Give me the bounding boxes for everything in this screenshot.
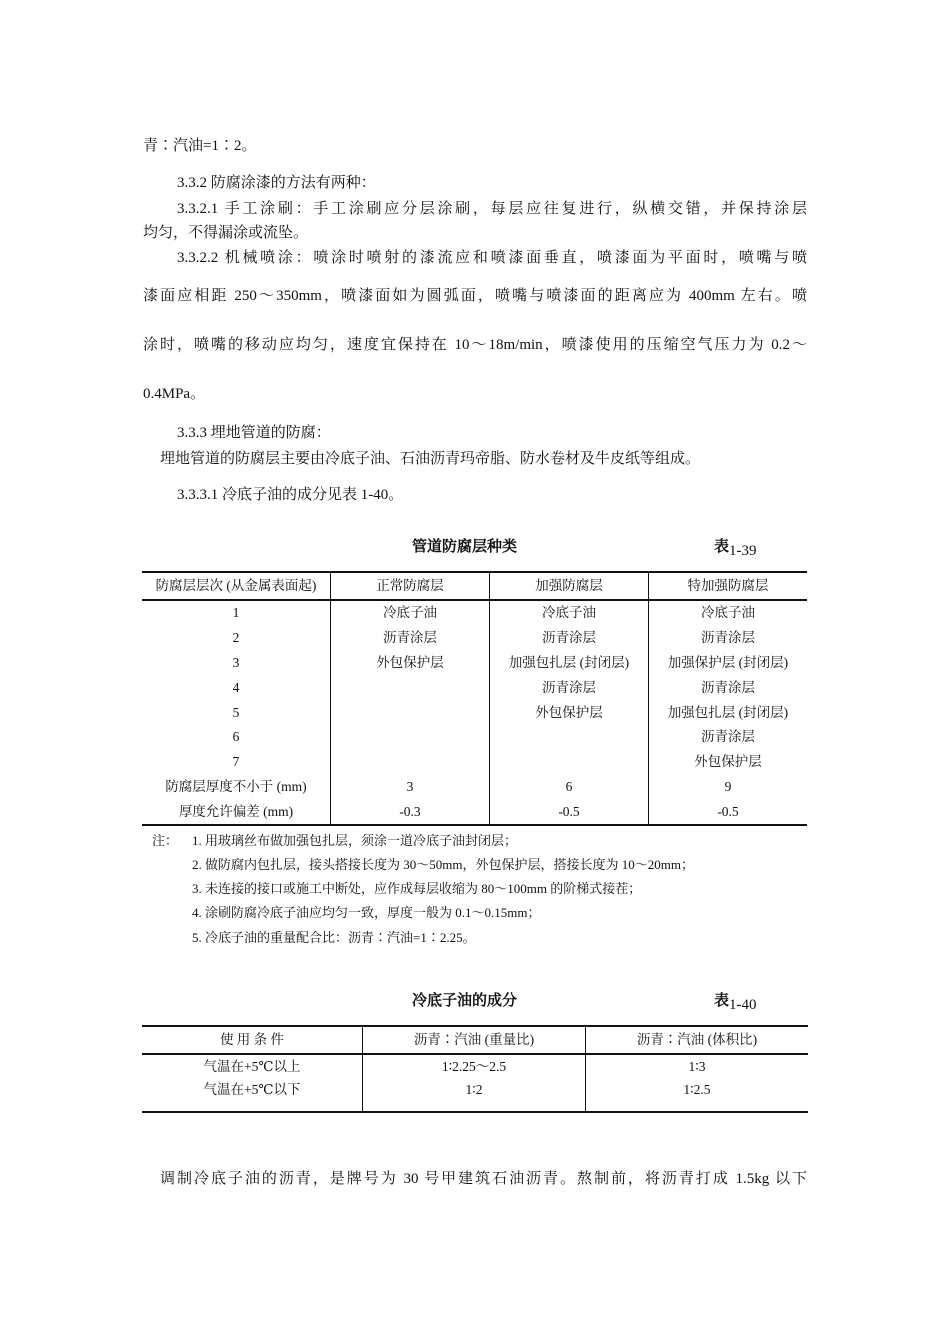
table1-cell bbox=[331, 750, 490, 775]
paragraph-asphalt-preparation: 调制冷底子油的沥青，是牌号为 30 号甲建筑石油沥青。熬制前，将沥青打成 1.5kg 以下 bbox=[160, 1171, 807, 1187]
table2-header-cell: 沥青∶汽油 (重量比) bbox=[363, 1026, 586, 1054]
table1-cell: 沥青涂层 bbox=[490, 675, 649, 700]
table1-row bbox=[142, 626, 807, 651]
paragraph-3-3-2-1-line1: 3.3.2.1 手工涂刷：手工涂刷应分层涂刷，每层应往复进行，纵横交错，并保持涂层 bbox=[177, 201, 807, 217]
table1-header-cell: 特加强防腐层 bbox=[649, 572, 808, 600]
table2-cell: 气温在+5℃以下 bbox=[203, 1081, 301, 1097]
table1-caption: 管道防腐层种类 bbox=[412, 538, 518, 555]
table1-row bbox=[142, 675, 807, 700]
table1-note: 4. 涂刷防腐冷底子油应均匀一致，厚度一般为 0.1～0.15mm； bbox=[192, 905, 541, 920]
paragraph-3-3-3-1: 3.3.3.1 冷底子油的成分见表 1-40。 bbox=[177, 487, 404, 503]
table1-header-cell: 防腐层层次 (从金属表面起) bbox=[142, 572, 331, 600]
table1-notes-label: 注： bbox=[152, 833, 179, 848]
table1-cell: 冷底子油 bbox=[490, 600, 649, 626]
table1-note: 2. 做防腐内包扎层，接头搭接长度为 30～50mm，外包保护层，搭接长度为 10～20mm； bbox=[192, 857, 694, 872]
table1-cell: 沥青涂层 bbox=[649, 675, 808, 700]
table1-cell: -0.5 bbox=[649, 799, 808, 825]
table1-row bbox=[142, 799, 807, 825]
table1-cell: 3 bbox=[232, 654, 240, 670]
paragraph-buried-pipe: 埋地管道的防腐层主要由冷底子油、石油沥青玛帝脂、防水卷材及牛皮纸等组成。 bbox=[160, 451, 701, 467]
table1-row bbox=[142, 725, 807, 750]
table1-header-cell: 正常防腐层 bbox=[331, 572, 490, 600]
table2-number-value: 1-40 bbox=[729, 997, 757, 1013]
table2-cell: 1∶2.5 bbox=[586, 1080, 809, 1112]
table2-cell: 气温在+5℃以上 bbox=[203, 1059, 301, 1075]
table1-cell: 加强包扎层 (封闭层) bbox=[649, 700, 808, 725]
table1-cell bbox=[331, 725, 490, 750]
table2-header-cell: 使 用 条 件 bbox=[142, 1026, 363, 1054]
table1-header-row bbox=[142, 572, 807, 600]
table1-number bbox=[714, 535, 757, 559]
table1-cell bbox=[331, 700, 490, 725]
table1-row bbox=[142, 775, 807, 800]
table2-row bbox=[142, 1054, 808, 1080]
table2-cell: 1∶2 bbox=[363, 1080, 586, 1112]
table1-row bbox=[142, 750, 807, 775]
table1-cell bbox=[490, 725, 649, 750]
table1-cell: -0.5 bbox=[490, 799, 649, 825]
paragraph-3-3-2-2-line3: 涂时，喷嘴的移动应均匀，速度宜保持在 10～18m/min，喷漆使用的压缩空气压力为 0.2～ bbox=[143, 337, 807, 353]
table1-cell: 2 bbox=[232, 630, 240, 646]
table1-row bbox=[142, 700, 807, 725]
table1-label: 表 bbox=[714, 538, 730, 555]
table1-row bbox=[142, 651, 807, 676]
table1-cell: 加强保护层 (封闭层) bbox=[649, 651, 808, 676]
paragraph-3-3-2-2-line1: 3.3.2.2 机械喷涂：喷涂时喷射的漆流应和喷漆面垂直，喷漆面为平面时，喷嘴与喷 bbox=[177, 250, 807, 266]
table1-cell: 外包保护层 bbox=[490, 700, 649, 725]
table1-note: 5. 冷底子油的重量配合比：沥青∶汽油=1∶2.25。 bbox=[192, 930, 476, 945]
table1-cell: 5 bbox=[232, 704, 240, 720]
table1-cell: -0.3 bbox=[331, 799, 490, 825]
paragraph-3-3-2-1-line2: 均匀，不得漏涂或流坠。 bbox=[143, 225, 309, 241]
table1-cell: 加强包扎层 (封闭层) bbox=[490, 651, 649, 676]
table2-number bbox=[714, 989, 757, 1013]
table1-cell: 6 bbox=[232, 729, 240, 745]
table2-label: 表 bbox=[714, 992, 730, 1009]
table1-cell: 防腐层厚度不小于 (mm) bbox=[165, 778, 307, 794]
table1-cell: 外包保护层 bbox=[649, 750, 808, 775]
table-1-40 bbox=[142, 1025, 808, 1113]
table2-cell: 1∶3 bbox=[586, 1054, 809, 1080]
table1-note: 1. 用玻璃丝布做加强包扎层，须涂一道冷底子油封闭层； bbox=[192, 833, 518, 848]
table2-row bbox=[142, 1080, 808, 1112]
table1-cell bbox=[490, 750, 649, 775]
table2-header-row bbox=[142, 1026, 808, 1054]
section-heading-3-3-3: 3.3.3 埋地管道的防腐： bbox=[177, 425, 331, 441]
table1-number-value: 1-39 bbox=[729, 543, 757, 559]
section-heading-3-3-2: 3.3.2 防腐涂漆的方法有两种： bbox=[177, 175, 376, 191]
table1-note: 3. 未连接的接口或施工中断处，应作成每层收缩为 80～100mm 的阶梯式接茬； bbox=[192, 881, 642, 896]
table2-cell: 1∶2.25～2.5 bbox=[363, 1054, 586, 1080]
table-1-39 bbox=[142, 571, 807, 826]
table1-cell: 1 bbox=[232, 605, 240, 621]
table1-cell bbox=[331, 675, 490, 700]
paragraph-3-3-2-2-line4: 0.4MPa。 bbox=[143, 386, 206, 402]
table1-header-cell: 加强防腐层 bbox=[490, 572, 649, 600]
table1-cell: 厚度允许偏差 (mm) bbox=[178, 803, 294, 819]
table1-cell: 冷底子油 bbox=[331, 600, 490, 626]
table1-cell: 沥青涂层 bbox=[331, 626, 490, 651]
table1-cell: 沥青涂层 bbox=[490, 626, 649, 651]
table1-cell: 4 bbox=[232, 679, 240, 695]
table1-cell: 9 bbox=[649, 775, 808, 800]
table1-cell: 3 bbox=[331, 775, 490, 800]
table1-cell: 冷底子油 bbox=[649, 600, 808, 626]
table1-cell: 6 bbox=[490, 775, 649, 800]
paragraph-3-3-2-2-line2: 漆面应相距 250～350mm，喷漆面如为圆弧面，喷嘴与喷漆面的距离应为 400mm 左右。喷 bbox=[143, 288, 807, 304]
paragraph-continuation: 青∶汽油=1∶2。 bbox=[143, 138, 257, 154]
table1-cell: 外包保护层 bbox=[331, 651, 490, 676]
table2-caption: 冷底子油的成分 bbox=[412, 992, 518, 1009]
table2-header-cell: 沥青∶汽油 (体积比) bbox=[586, 1026, 809, 1054]
table1-cell: 沥青涂层 bbox=[649, 626, 808, 651]
table1-cell: 7 bbox=[232, 754, 240, 770]
table1-cell: 沥青涂层 bbox=[649, 725, 808, 750]
table1-row bbox=[142, 600, 807, 626]
